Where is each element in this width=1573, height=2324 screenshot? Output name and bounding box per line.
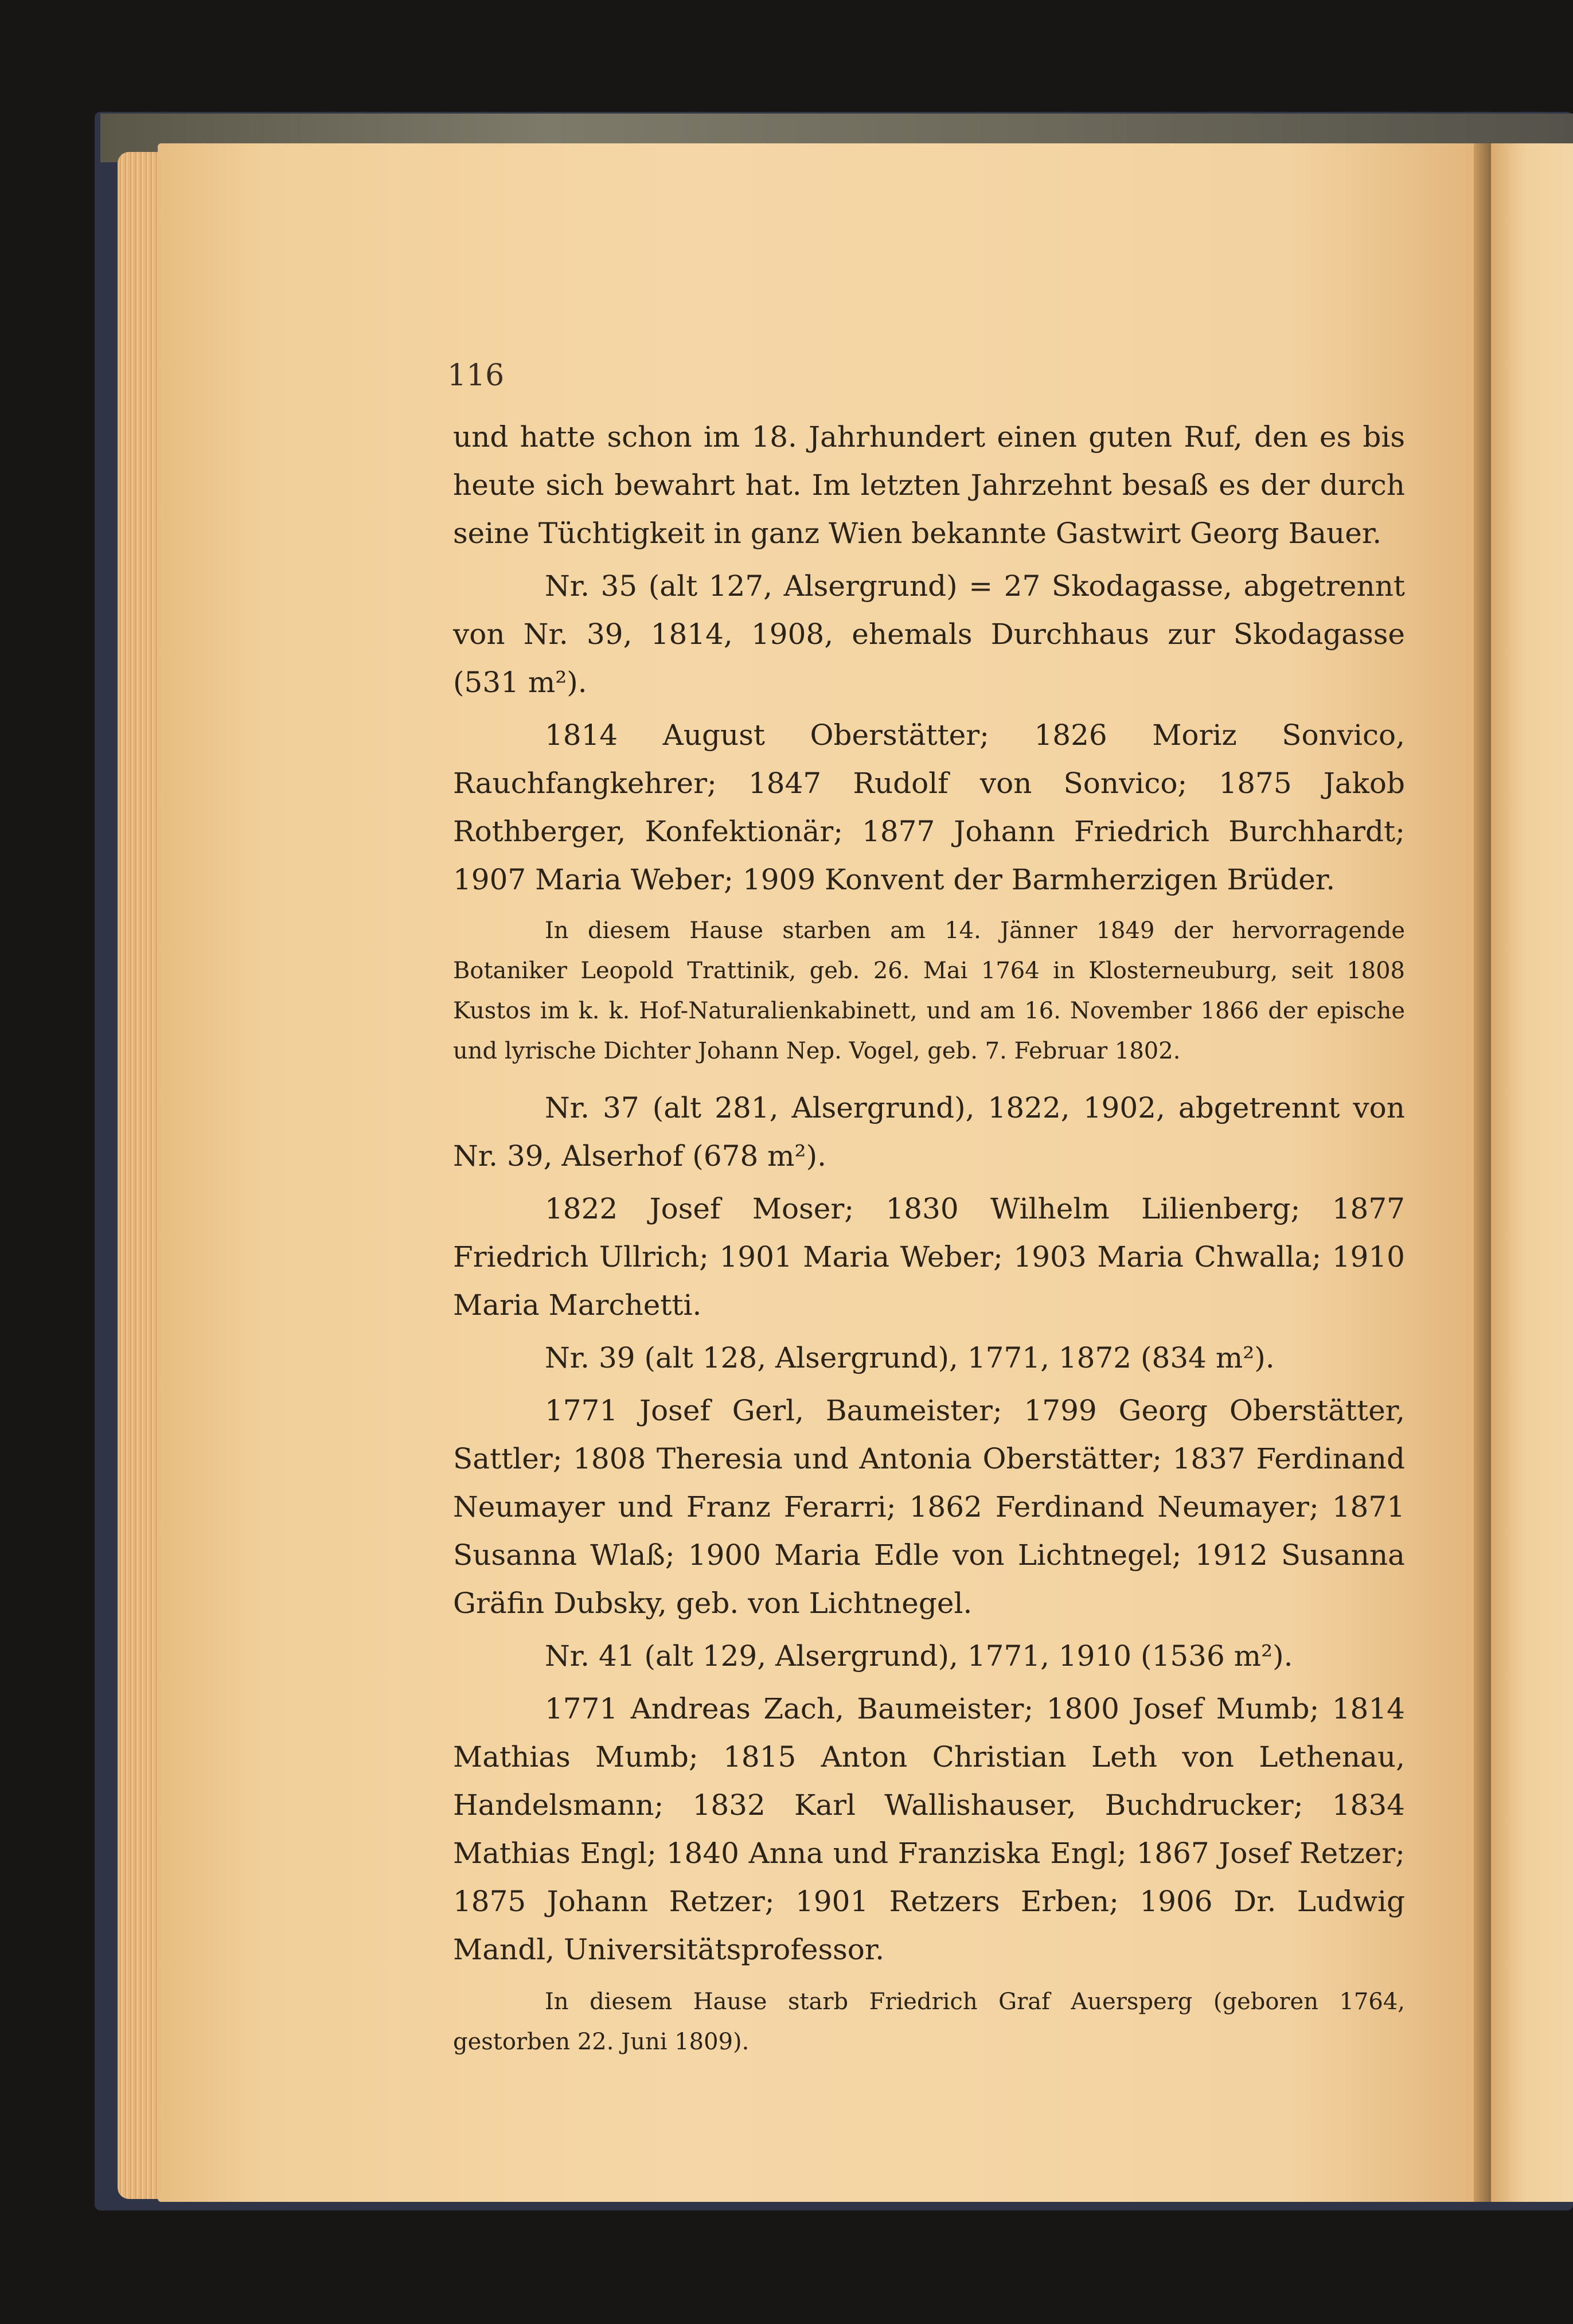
paragraph-nr39-heading: Nr. 39 (alt 128, Alsergrund), 1771, 1872 (834 m²).	[545, 1341, 1275, 1374]
paragraph-nr39-owners: 1771 Josef Gerl, Baumeister; 1799 Georg Oberstätter, Sattler; 1808 Theresia und Antonia Oberstätter; 1837 Ferdinand Neumayer und Franz Ferarri; 1862 Ferdinand Neumayer; 1871 Susanna Wlaß; 1900 Maria Edle von Lichtnegel; 1912 Susanna Gräfin Dubsky, geb. von Lichtnegel.	[453, 1394, 1405, 1620]
paragraph-nr35-heading: Nr. 35 (alt 127, Alsergrund) = 27 Skodagasse, abgetrennt von Nr. 39, 1814, 1908, ehemals Durchhaus zur Skodagasse (531 m²).	[453, 569, 1405, 699]
paragraph-intro: und hatte schon im 18. Jahrhundert einen guten Ruf, den es bis heute sich bewahrt hat. Im letzten Jahrzehnt besaß es der durch seine Tüchtigkeit in ganz Wien bekannte Gastwirt Georg Bauer.	[453, 420, 1405, 550]
paragraph-nr41-heading: Nr. 41 (alt 129, Alsergrund), 1771, 1910 (1536 m²).	[545, 1639, 1293, 1673]
paragraph-nr37-owners: 1822 Josef Moser; 1830 Wilhelm Lilienberg; 1877 Friedrich Ullrich; 1901 Maria Weber; 1903 Maria Chwalla; 1910 Maria Marchetti.	[453, 1192, 1405, 1322]
text-body	[453, 413, 1405, 2062]
book-gutter	[1474, 143, 1491, 2202]
paragraph-nr35-note: In diesem Hause starben am 14. Jänner 1849 der hervorragende Botaniker Leopold Trattinik, geb. 26. Mai 1764 in Klosterneuburg, seit 1808 Kustos im k. k. Hof-Naturalienkabinett, und am 16. November 1866 der epische und lyrische Dichter Johann Nep. Vogel, geb. 7. Februar 1802.	[453, 917, 1405, 1064]
paragraph-nr41-note: In diesem Hause starb Friedrich Graf Auersperg (geboren 1764, gestorben 22. Juni 1809).	[453, 1989, 1405, 2055]
paragraph-nr41-owners: 1771 Andreas Zach, Baumeister; 1800 Josef Mumb; 1814 Mathias Mumb; 1815 Anton Christian Leth von Lethenau, Handelsmann; 1832 Karl Wallishauser, Buchdrucker; 1834 Mathias Engl; 1840 Anna und Franziska Engl; 1867 Josef Retzer; 1875 Johann Retzer; 1901 Retzers Erben; 1906 Dr. Ludwig Mandl, Universitätsprofessor.	[453, 1692, 1405, 1966]
paragraph-nr37-heading: Nr. 37 (alt 281, Alsergrund), 1822, 1902, abgetrennt von Nr. 39, Alserhof (678 m²).	[453, 1091, 1405, 1173]
facing-page-edge	[1491, 143, 1573, 2202]
page-number: 116	[447, 358, 505, 393]
paragraph-nr35-owners: 1814 August Oberstätter; 1826 Moriz Sonvico, Rauchfangkehrer; 1847 Rudolf von Sonvico; 1875 Jakob Rothberger, Konfektionär; 1877 Johann Friedrich Burchhardt; 1907 Maria Weber; 1909 Konvent der Barmherzigen Brüder.	[453, 718, 1405, 896]
